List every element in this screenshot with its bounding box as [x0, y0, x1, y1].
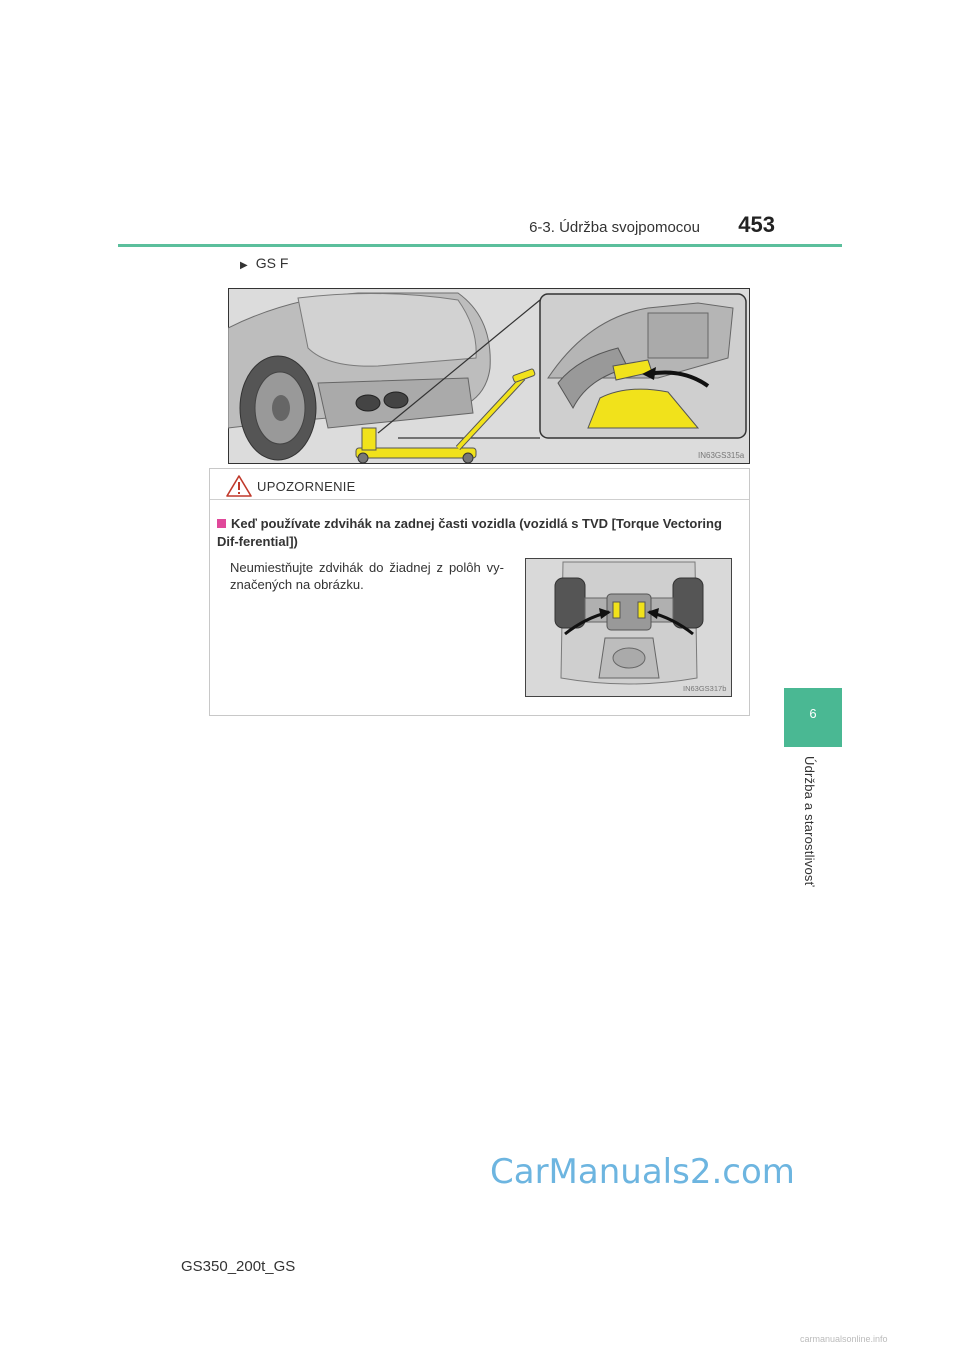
- figure1-code: IN63GS315a: [698, 451, 745, 460]
- figure2-code: IN63GS317b: [683, 684, 727, 693]
- page-number: 453: [738, 212, 775, 237]
- warning-heading-text: Keď používate zdvihák na zadnej časti vozidla (vozidlá s TVD [Torque Vectoring Dif-ferential]): [217, 516, 722, 549]
- model-label-text: GS F: [255, 255, 289, 271]
- jack-position-illustration: [228, 288, 750, 464]
- chapter-side-title: [802, 756, 826, 906]
- warning-title: UPOZORNENIE: [257, 479, 356, 494]
- warning-triangle-icon: [226, 474, 252, 498]
- warning-header-rule: [210, 499, 749, 500]
- watermark: CarManuals2.com: [490, 1152, 795, 1192]
- chapter-side-title-text: Údržba a starostlivosť: [802, 756, 817, 887]
- footer-stamp: carmanualsonline.info: [800, 1334, 888, 1344]
- chapter-number: 6: [809, 706, 817, 721]
- section-title: 6-3. Údržba svojpomocou: [529, 219, 700, 236]
- warning-body-text: Neumiestňujte zdvihák do žiadnej z polôh vy-značených na obrázku.: [230, 560, 504, 592]
- warning-heading: [217, 515, 747, 551]
- footer-model-code: GS350_200t_GS: [181, 1258, 296, 1275]
- header-rule: [118, 244, 842, 247]
- square-bullet-icon: [217, 519, 226, 528]
- triangle-bullet-icon: ▶: [240, 260, 248, 271]
- underbody-illustration: [525, 558, 732, 697]
- model-label: [240, 255, 288, 271]
